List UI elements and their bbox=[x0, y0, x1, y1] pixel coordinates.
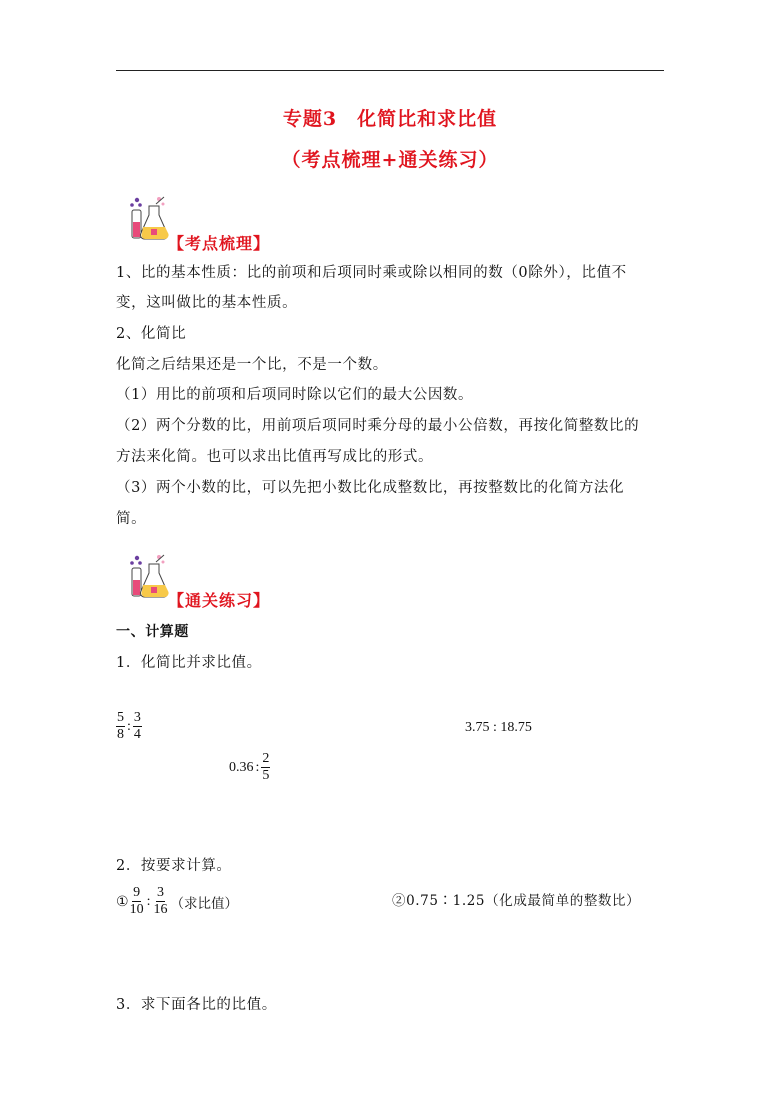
paragraph-rule-1: （1）用比的前项和后项同时除以它们的最大公因数。 bbox=[116, 387, 474, 403]
question-1-expr-2: 3.75 : 18.75 bbox=[465, 720, 532, 735]
question-2-expr-1: ① $\frac{9}{10}$ : $\frac{3}{16}$ （求比值） bbox=[116, 885, 238, 917]
section-heading-review: 【考点梳理】 bbox=[168, 234, 271, 253]
paragraph-property-line1: 1、比的基本性质：比的前项和后项同时乘或除以相同的数（0除外），比值不 bbox=[116, 265, 627, 281]
question-3-label: 3．求下面各比的比值。 bbox=[116, 997, 277, 1013]
paragraph-simplify-intro: 化简之后结果还是一个比，不是一个数。 bbox=[116, 357, 388, 373]
question-2-expr-2: ②0.75∶1.25（化成最简单的整数比） bbox=[392, 893, 641, 909]
flask-icon bbox=[126, 196, 170, 246]
fraction: $\frac{5}{8}$ bbox=[117, 710, 124, 742]
paragraph-rule-2-line1: （2）两个分数的比，用前项后项同时乘分母的最小公倍数，再按化简整数比的 bbox=[116, 418, 640, 434]
question-1-expr-3: 0.36 : $\frac{2}{5}$ bbox=[229, 751, 270, 783]
fraction: $\frac{3}{4}$ bbox=[133, 710, 141, 742]
section-heading-practice: 【通关练习】 bbox=[168, 591, 271, 610]
paragraph-property-line2: 变，这叫做比的基本性质。 bbox=[116, 295, 298, 311]
flask-icon bbox=[126, 554, 170, 604]
paragraph-rule-3-line1: （3）两个小数的比，可以先把小数比化成整数比，再按整数比的化简方法化 bbox=[116, 480, 625, 496]
paragraph-rule-3-line2: 简。 bbox=[116, 511, 147, 527]
question-1-expr-1: $\frac{5}{8}$ : $\frac{3}{4}$ bbox=[117, 710, 141, 742]
paragraph-rule-2-line2: 方法来化简。也可以求出比值再写成比的形式。 bbox=[116, 449, 434, 465]
question-2-label: 2．按要求计算。 bbox=[116, 858, 232, 874]
header-rule bbox=[116, 70, 664, 71]
question-1-label: 1．化简比并求比值。 bbox=[116, 655, 262, 671]
fraction: $\frac{2}{5}$ bbox=[262, 751, 270, 783]
doc-subtitle: （考点梳理+通关练习） bbox=[281, 149, 499, 171]
doc-title: 专题3 化简比和求比值 bbox=[282, 108, 498, 130]
fraction: $\frac{3}{16}$ bbox=[153, 885, 168, 917]
part-heading-calculation: 一、计算题 bbox=[116, 624, 189, 640]
fraction: $\frac{9}{10}$ bbox=[129, 885, 144, 917]
paragraph-simplify-heading: 2、化简比 bbox=[116, 326, 187, 342]
